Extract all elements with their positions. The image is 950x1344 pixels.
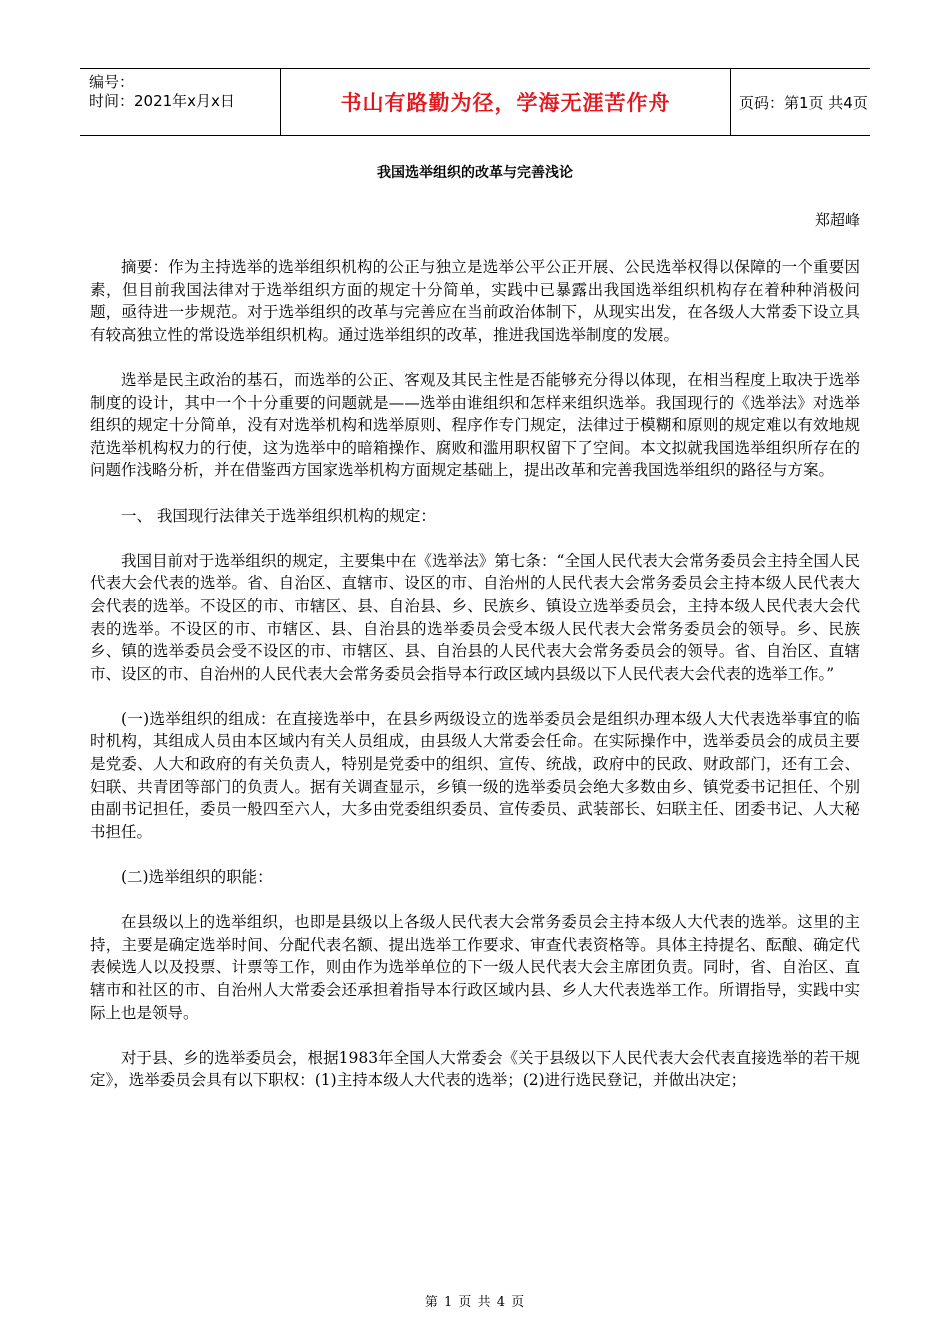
law-quote-paragraph: 我国目前对于选举组织的规定，主要集中在《选举法》第七条：“全国人民代表大会常务委员会主持全国人民代表大会代表的选举。省、自治区、直辖市、设区的市、自治州的人民代表大会常务委员会主持本级人民代表大会代表的选举。不设区的市、市辖区、县、自治县、乡、民族乡、镇设立选举委员会，主持本级人民代表大会代表的选举。不设区的市、市辖区、县、自治县的选举委员会受本级人民代表大会常务委员会的领导。乡、民族乡、镇的选举委员会受不设区的市、市辖区、县、自治县的人民代表大会常务委员会的领导。省、自治区、直辖市、设区的市、自治州的人民代表大会常务委员会指导本行政区域内县级以下人民代表大会代表的选举工作。” (90, 551, 860, 683)
section-heading-1: 一、 我国现行法律关于选举组织机构的规定： (121, 506, 436, 525)
subsection-heading-2: (二)选举组织的职能： (121, 868, 273, 887)
county-committee-paragraph: 对于县、乡的选举委员会，根据1983年全国人大常委会《关于县级以下人民代表大会代表直接选举的若干规定》，选举委员会具有以下职权：(1)主持本级人大代表的选举；(2)进行选民登记，并做出决定； (90, 1048, 860, 1090)
header-page-info (731, 69, 870, 135)
abstract-paragraph: 摘要：作为主持选举的选举组织机构的公正与独立是选举公平公正开展、公民选举权得以保障的一个重要因素，但目前我国法律对于选举组织方面的规定十分简单，实践中已暴露出我国选举组织机构存在着种种消极问题，亟待进一步规范。对于选举组织的改革与完善应在当前政治体制下，从现实出发，在各级人大常委下设立具有较高独立性的常设选举组织机构。通过选举组织的改革，推进我国选举制度的发展。 (90, 258, 860, 344)
page-footer: 第 1 页 共 4 页 (424, 1295, 526, 1310)
composition-paragraph: (一)选举组织的组成：在直接选举中，在县乡两级设立的选举委员会是组织办理本级人大代表选举事宜的临时机构，其组成人员由本区域内有关人员组成，由县级人大常委会任命。在实际操作中，选举委员会的成员主要是党委、人大和政府的有关负责人，特别是党委中的组织、宣传、统战，政府中的民政、财政部门，还有工会、妇联、共青团等部门的负责人。据有关调查显示，乡镇一级的选举委员会绝大多数由乡、镇党委书记担任、个别由副书记担任，委员一般四至六人，大多由党委组织委员、宣传委员、武装部长、妇联主任、团委书记、人大秘书担任。 (90, 709, 860, 841)
document-body (90, 256, 860, 1115)
document-title: 我国选举组织的改革与完善浅论 (377, 165, 573, 181)
number-label: 编号： (89, 73, 135, 91)
time-label: 时间：2021年x月x日 (89, 92, 235, 110)
intro-paragraph: 选举是民主政治的基石，而选举的公正、客观及其民主性是否能够充分得以体现，在相当程度上取决于选举制度的设计，其中一个十分重要的问题就是——选举由谁组织和怎样来组织选举。我国现行的《选举法》对选举组织的规定十分简单，没有对选举机构和选举原则、程序作专门规定，法律过于模糊和原则的规定难以有效地规范选举机构权力的行使，这为选举中的暗箱操作、腐败和滥用职权留下了空间。本文拟就我国选举组织所存在的问题作浅略分析，并在借鉴西方国家选举机构方面规定基础上，提出改革和完善我国选举组织的路径与方案。 (90, 370, 860, 480)
header-motto-cell (281, 69, 731, 135)
document-author: 郑超峰 (814, 211, 860, 229)
motto-text: 书山有路勤为径，学海无涯苦作舟 (340, 91, 671, 115)
page-info-text: 页码：第1页 共4页 (739, 93, 868, 112)
header-meta (80, 69, 281, 135)
document-header (80, 68, 870, 136)
functions-paragraph: 在县级以上的选举组织，也即是县级以上各级人民代表大会常务委员会主持本级人大代表的选举。这里的主持，主要是确定选举时间、分配代表名额、提出选举工作要求、审查代表资格等。具体主持提名、酝酿、确定代表候选人以及投票、计票等工作，则由作为选举单位的下一级人民代表大会主席团负责。同时，省、自治区、直辖市和社区的市、自治州人大常委会还承担着指导本行政区域内县、乡人大代表选举工作。所谓指导，实践中实际上也是领导。 (90, 913, 860, 1022)
